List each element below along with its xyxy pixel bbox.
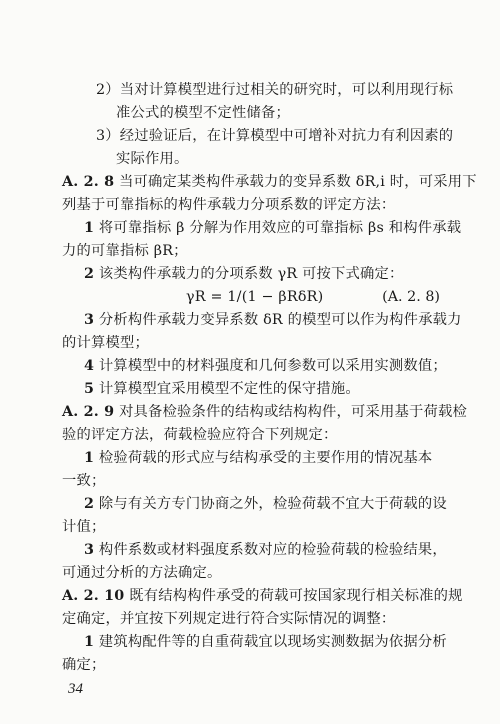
text-line: 可通过分析的方法确定。 <box>62 565 222 581</box>
item-text: 分析构件承载力变异系数 δR 的模型可以作为构件承载力 <box>98 312 462 328</box>
item-text: 建筑构配件等的自重荷载宜以现场实测数据为依据分析 <box>98 634 447 650</box>
clause-text: 当可确定某类构件承载力的变异系数 δR,i 时，可采用下 <box>119 174 477 190</box>
item-number: 3 <box>84 542 95 558</box>
list-item <box>84 310 462 330</box>
text-line: 3）经过验证后，在计算模型中可增补对抗力有利因素的 <box>96 128 454 144</box>
clause-text: 对具备检验条件的结构或结构构件，可采用基于荷载检 <box>119 404 467 420</box>
text-line: 的计算模型； <box>62 335 149 351</box>
clause-label: A. 2. 10 <box>62 588 125 604</box>
clause-a29 <box>62 402 467 422</box>
text-line: 计值； <box>62 519 106 535</box>
item-number: 1 <box>84 220 95 236</box>
item-text: 将可靠指标 β 分解为作用效应的可靠指标 βs 和构件承载 <box>98 220 462 236</box>
item-text: 计算模型宜采用模型不定性的保守措施。 <box>98 381 360 397</box>
item-number: 2 <box>84 496 95 512</box>
item-number: 2 <box>84 266 95 282</box>
equation: γR = 1/(1 − βRδR) <box>186 289 324 305</box>
item-number: 3 <box>84 312 95 328</box>
list-item <box>84 540 447 560</box>
clause-label: A. 2. 8 <box>62 174 115 190</box>
text-line: 确定； <box>62 657 106 673</box>
text-line: 力的可靠指标 βR； <box>62 243 188 259</box>
item-number: 1 <box>84 450 95 466</box>
page-number: 34 <box>68 681 83 697</box>
text-line: 2）当对计算模型进行过相关的研究时，可以利用现行标 <box>96 82 454 98</box>
item-text: 该类构件承载力的分项系数 γR 可按下式确定： <box>98 266 404 282</box>
clause-a210 <box>62 586 463 606</box>
item-number: 4 <box>84 358 95 374</box>
text-line: 一致； <box>62 473 106 489</box>
list-item <box>84 356 447 376</box>
item-text: 除与有关方专门协商之外，检验荷载不宜大于荷载的设 <box>98 496 447 512</box>
list-item <box>84 632 447 652</box>
list-item <box>84 218 461 238</box>
list-item <box>84 264 404 284</box>
item-text: 构件系数或材料强度系数对应的检验荷载的检验结果， <box>98 542 447 558</box>
list-item <box>84 379 360 399</box>
text-line: 列基于可靠指标的构件承载力分项系数的评定方法： <box>62 197 396 213</box>
item-text: 计算模型中的材料强度和几何参数可以采用实测数值； <box>98 358 447 374</box>
item-text: 检验荷载的形式应与结构承受的主要作用的情况基本 <box>98 450 433 466</box>
text-line: 定确定，并宜按下列规定进行符合实际情况的调整： <box>62 611 396 627</box>
clause-a28 <box>62 172 477 192</box>
text-line: 验的评定方法，荷载检验应符合下列规定： <box>62 427 338 443</box>
item-number: 1 <box>84 634 95 650</box>
item-number: 5 <box>84 381 95 397</box>
clause-label: A. 2. 9 <box>62 404 115 420</box>
clause-text: 既有结构构件承受的荷载可按国家现行相关标准的规 <box>129 588 463 604</box>
text-line: 准公式的模型不定性储备； <box>116 105 290 121</box>
list-item <box>84 448 432 468</box>
text-line: 实际作用。 <box>116 151 189 167</box>
equation-number: (A. 2. 8) <box>382 289 440 305</box>
list-item <box>84 494 447 514</box>
